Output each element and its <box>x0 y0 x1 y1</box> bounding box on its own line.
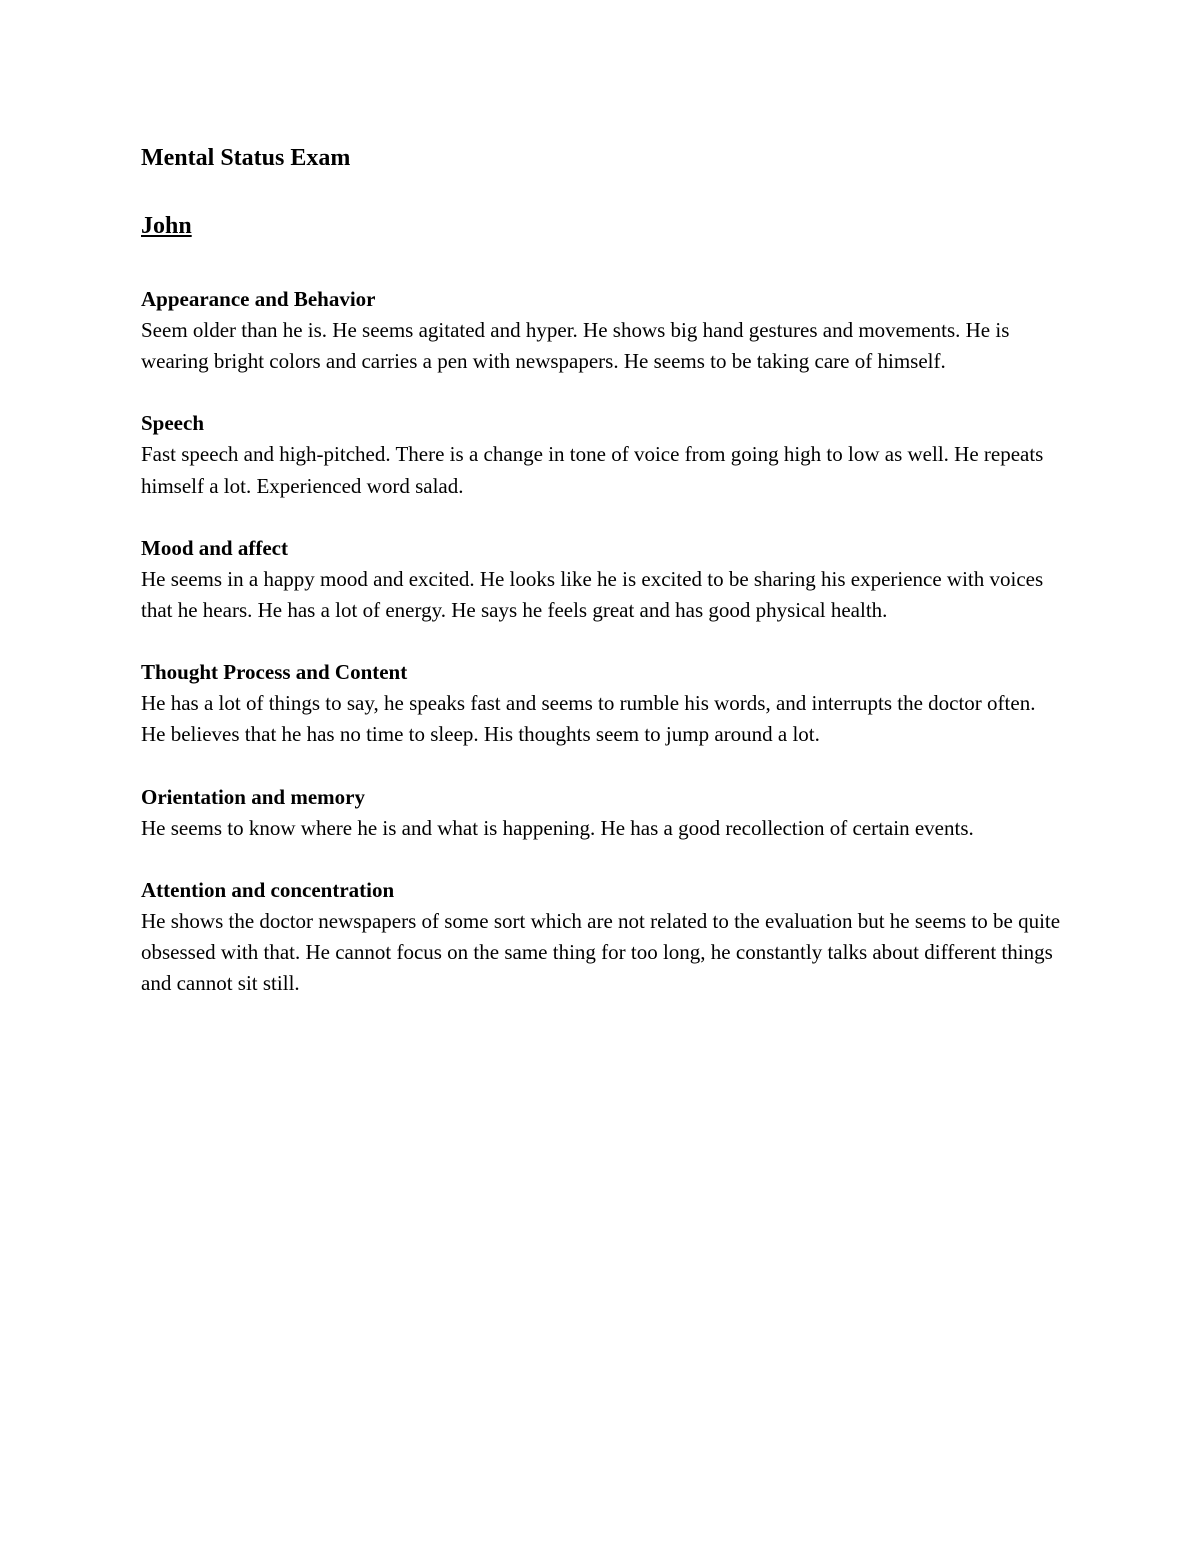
section-appearance-behavior <box>141 284 1061 377</box>
section-attention-concentration <box>141 875 1061 1000</box>
section-heading: Appearance and Behavior <box>141 287 376 311</box>
section-orientation-memory <box>141 782 1061 844</box>
section-body: Fast speech and high-pitched. There is a change in tone of voice from going high to low as well. He repeats himself a lot. Experienced word salad. <box>141 442 1044 498</box>
section-body: Seem older than he is. He seems agitated and hyper. He shows big hand gestures and movements. He is wearing bright colors and carries a pen with newspapers. He seems to be taking care of himself. <box>141 318 1010 374</box>
section-heading: Attention and concentration <box>141 877 395 902</box>
section-heading: Thought Process and Content <box>141 660 408 685</box>
section-body: He has a lot of things to say, he speaks fast and seems to rumble his words, and interrupts the doctor often. He believes that he has no time to sleep. His thoughts seem to jump around a lot. <box>141 691 1036 747</box>
document-page <box>141 140 1061 1030</box>
section-thought-process <box>141 657 1061 750</box>
document-title: Mental Status Exam <box>141 145 351 171</box>
section-speech <box>141 408 1061 501</box>
section-heading: Mood and affect <box>141 535 288 560</box>
section-body: He seems to know where he is and what is happening. He has a good recollection of certain events. <box>141 815 974 840</box>
section-heading: Speech <box>141 411 204 436</box>
section-body: He seems in a happy mood and excited. He looks like he is excited to be sharing his experience with voices that he hears. He has a lot of energy. He says he feels great and has good physical health. <box>141 566 1044 623</box>
subject-name: John <box>141 213 192 239</box>
section-mood-affect <box>141 533 1061 626</box>
sections-list <box>141 284 1061 999</box>
section-body: He shows the doctor newspapers of some sort which are not related to the evaluation but he seems to be quite obsessed with that. He cannot focus on the same thing for too long, he constantly talks about different things and cannot sit still. <box>141 908 1061 996</box>
section-heading: Orientation and memory <box>141 784 365 809</box>
